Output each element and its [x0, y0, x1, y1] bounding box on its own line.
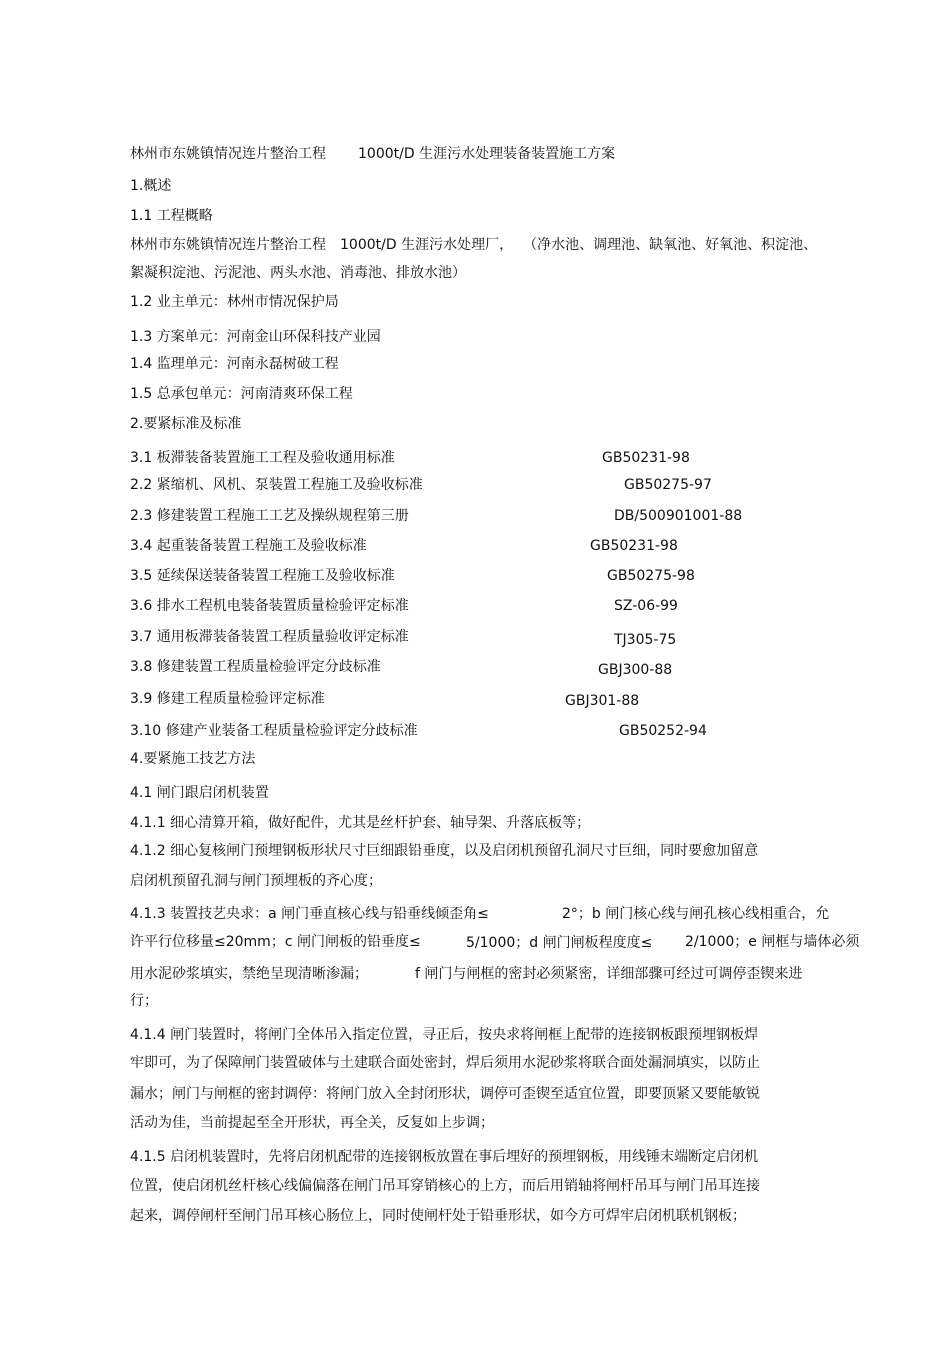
standard-name: 2.3 修建装置工程施工工艺及操纵规程第三册 [130, 508, 409, 524]
paragraph-4-1-3-line-1: 4.1.3 装置技艺央求：a 闸门垂直核心线与铅垂线倾歪角≤ [130, 906, 489, 922]
paragraph-4-1-3-line-4: 行； [130, 993, 158, 1009]
title-project: 林州市东姚镇情况连片整治工程 [130, 146, 326, 162]
standard-name: 3.7 通用板滞装备装置工程质量验收评定标准 [130, 629, 409, 645]
paragraph-4-1-3-line-2: 许平行位移量≤20mm；c 闸门闸板的铅垂度≤ [130, 934, 421, 950]
paragraph-4-1-2-line-2: 启闭机预留孔洞与闸门预埋板的齐心度； [130, 873, 382, 889]
paragraph-4-1-5-line-2: 位置，使启闭机丝杆核心线偏偏落在闸门吊耳穿销核心的上方，而后用销轴将闸杆吊耳与闸门吊耳连接 [130, 1178, 760, 1194]
general-contractor: 1.5 总承包单元：河南清爽环保工程 [130, 386, 353, 402]
section-4-1-heading: 4.1 闸门跟启闭机装置 [130, 785, 269, 801]
paragraph-4-1-4-line-3: 漏水；闸门与闸框的密封调停：将闸门放入全封闭形状，调停可歪锲至适宜位置，即要顶紧又要能敏锐 [130, 1086, 760, 1102]
standard-code: DB/500901001-88 [614, 508, 743, 524]
document-title [130, 145, 615, 163]
standard-name: 3.4 起重装备装置工程施工及验收标准 [130, 538, 367, 554]
standard-code: GBJ301-88 [565, 693, 640, 709]
desc-pools: （净水池、调理池、缺氧池、好氧池、积淀池、 [523, 237, 818, 253]
design-unit: 1.3 方案单元：河南金山环保科技产业园 [130, 329, 381, 345]
paragraph-4-1-3-line-3-cont: f 闸门与闸框的密封必须紧密，详细部骤可经过可调停歪锲来进 [415, 966, 803, 982]
standard-code: GB50275-97 [624, 477, 712, 493]
title-plan: 1000t/D 生涯污水处理装备装置施工方案 [358, 146, 616, 162]
standard-code: GB50231-98 [602, 450, 690, 466]
owner-unit: 1.2 业主单元：林州市情况保护局 [130, 294, 339, 310]
paragraph-4-1-5-line-3: 起来，调停闸杆至闸门吊耳核心肠位上，同时使闸杆处于铅垂形状，如今方可焊牢启闭机联机钢板； [130, 1208, 746, 1224]
paragraph-4-1-2-line-1: 4.1.2 细心复核闸门预埋钢板形状尺寸巨细跟铅垂度，以及启闭机预留孔洞尺寸巨细，同时要愈加留意 [130, 843, 759, 859]
section-1-heading: 1.概述 [130, 178, 172, 194]
paragraph-4-1-4-line-4: 活动为佳，当前提起至全开形状，再全关，反复如上步调； [130, 1115, 494, 1131]
paragraph-4-1-5-line-1: 4.1.5 启闭机装置时，先将启闭机配带的连接钢板放置在事后埋好的预埋钢板，用线锤末端断定启闭机 [130, 1149, 759, 1165]
desc-capacity: 1000t/D 生涯污水处理厂， [340, 237, 514, 253]
standard-code: TJ305-75 [614, 632, 677, 648]
standard-name: 2.2 紧缩机、风机、泵装置工程施工及验收标准 [130, 477, 423, 493]
standard-code: GB50231-98 [590, 538, 678, 554]
standard-name: 3.9 修建工程质量检验评定标准 [130, 691, 325, 707]
standard-name: 3.8 修建装置工程质量检验评定分歧标准 [130, 659, 381, 675]
standard-name: 3.1 板滞装备装置施工工程及验收通用标准 [130, 450, 395, 466]
standard-code: GB50252-94 [619, 723, 707, 739]
section-2-heading: 2.要紧标准及标准 [130, 416, 242, 432]
standard-name: 3.6 排水工程机电装备装置质量检验评定标准 [130, 598, 409, 614]
paragraph-4-1-4-line-2: 牢即可，为了保障闸门装置破体与土建联合面处密封，焊后须用水泥砂浆将联合面处漏洞填实，以防止 [130, 1055, 760, 1071]
standard-code: GB50275-98 [607, 568, 695, 584]
project-description-line-1 [130, 236, 817, 254]
section-4-heading: 4.要紧施工技艺方法 [130, 751, 256, 767]
desc-project: 林州市东姚镇情况连片整治工程 [130, 237, 326, 253]
paragraph-4-1-3-line-2-end: 2/1000；e 闸框与墙体必须 [685, 934, 860, 950]
paragraph-4-1-3-line-3: 用水泥砂浆填实，禁绝呈现清晰渗漏； [130, 966, 368, 982]
supervision-unit: 1.4 监理单元：河南永磊树破工程 [130, 356, 339, 372]
standard-name: 3.5 延续保送装备装置工程施工及验收标准 [130, 568, 395, 584]
paragraph-4-1-3-line-1-cont: 2°；b 闸门核心线与闸孔核心线相重合，允 [562, 906, 830, 922]
project-description-line-2: 絮凝积淀池、污泥池、两头水池、消毒池、排放水池） [130, 265, 466, 281]
standard-name: 3.10 修建产业装备工程质量检验评定分歧标准 [130, 723, 418, 739]
paragraph-4-1-1: 4.1.1 细心清算开箱，做好配件，尤其是丝杆护套、轴导架、升落底板等； [130, 815, 591, 831]
standard-code: SZ-06-99 [614, 598, 678, 614]
section-1-1-heading: 1.1 工程概略 [130, 208, 213, 224]
standard-code: GBJ300-88 [598, 662, 673, 678]
paragraph-4-1-3-line-2-cont: 5/1000；d 闸门闸板程度度≤ [466, 935, 653, 951]
paragraph-4-1-4-line-1: 4.1.4 闸门装置时，将闸门全体吊入指定位置，寻正后，按央求将闸框上配带的连接钢板跟预埋钢板焊 [130, 1027, 759, 1043]
